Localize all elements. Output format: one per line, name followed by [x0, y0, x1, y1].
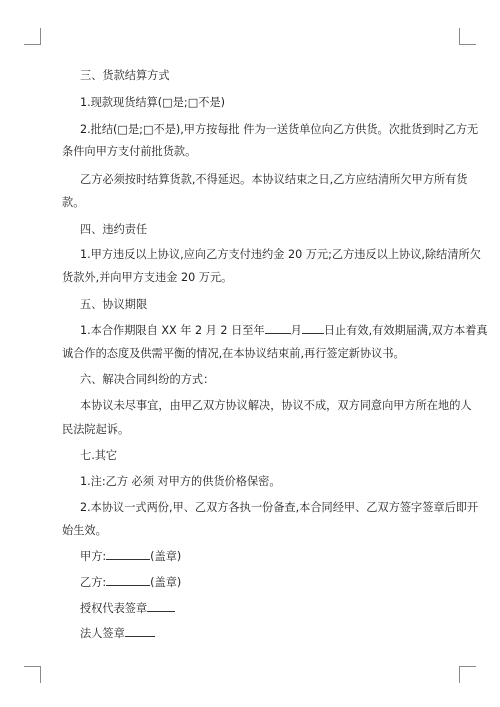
section-7-item-1: 1.注:乙方 必须 对甲方的供货价格保密。	[80, 475, 281, 488]
section-3-title: 三、货款结算方式	[80, 69, 170, 82]
s5-text-b: 月	[290, 324, 302, 337]
authorized-rep-blank	[147, 599, 175, 612]
section-6-paragraph-line-2: 民法院起诉。	[62, 423, 130, 436]
party-a-blank	[106, 547, 150, 560]
legal-rep-blank	[125, 624, 155, 637]
section-7-item-2-line-2: 始生效。	[62, 524, 107, 537]
legal-rep-label: 法人签章	[80, 627, 125, 640]
section-4-title: 四、违约责任	[80, 223, 148, 236]
blank-month	[265, 321, 291, 334]
crop-mark-bottom-right-h	[459, 666, 476, 667]
section-7-title: 七.其它	[80, 449, 118, 462]
section-3-item-2-line-1: 2.批结(□是;□不是),甲方按每批 件为一送货单位向乙方供货。次批货到时乙方无	[80, 123, 479, 136]
crop-mark-top-right-h	[459, 44, 476, 45]
party-b-label: 乙方:	[80, 576, 107, 589]
section-5-item-1-line-1	[80, 319, 488, 342]
signature-legal-rep	[80, 622, 480, 645]
party-a-seal: (盖章)	[150, 550, 182, 563]
crop-mark-top-right-v	[459, 28, 460, 45]
signature-party-b	[80, 571, 480, 594]
party-a-label: 甲方:	[80, 550, 107, 563]
section-5-item-1-line-2: 诚合作的态度及供需平衡的情况,在本协议结束前,再行签定新协议书。	[62, 347, 405, 360]
party-b-seal: (盖章)	[150, 576, 182, 589]
section-6-paragraph-line-1: 本协议未尽事宜，由甲乙双方协议解决，协议不成，双方同意向甲方所在地的人	[80, 399, 472, 412]
crop-mark-bottom-left-v	[40, 666, 41, 683]
s5-text-c: 日止有效,有效期届满,双方本着真	[323, 324, 488, 337]
section-5-title: 五、协议期限	[80, 298, 148, 311]
blank-day	[302, 321, 324, 334]
authorized-rep-label: 授权代表签章	[80, 602, 148, 615]
section-6-title: 六、解决合同纠纷的方式：	[80, 373, 215, 386]
section-3-paragraph-line-1: 乙方必须按时结算货款,不得延迟。本协议结束之日,乙方应结清所欠甲方所有货	[80, 173, 468, 186]
section-3-paragraph-line-2: 款。	[62, 196, 85, 209]
s5-text-a: 1.本合作期限自 XX 年 2 月 2 日至年	[80, 324, 265, 337]
section-4-item-1-line-1: 1.甲方违反以上协议,应向乙方支付违约金 20 万元;乙方违反以上协议,除结清所欠	[80, 248, 481, 261]
section-4-item-1-line-2: 货款外,并向甲方支违金 20 万元。	[62, 271, 233, 284]
section-7-item-2-line-1: 2.本协议一式两份,甲、乙双方各执一份备查,本合同经甲、乙双方签字签章后即开	[80, 501, 479, 514]
section-3-item-1: 1.现款现货结算(□是;□不是)	[80, 96, 226, 109]
signature-party-a	[80, 545, 480, 568]
crop-mark-top-left-h	[24, 44, 41, 45]
crop-mark-top-left-v	[40, 28, 41, 45]
crop-mark-bottom-right-v	[459, 666, 460, 683]
section-3-item-2-line-2: 条件向甲方支付前批货款。	[62, 145, 197, 158]
signature-authorized-rep	[80, 597, 480, 620]
crop-mark-bottom-left-h	[24, 666, 41, 667]
party-b-blank	[106, 573, 150, 586]
